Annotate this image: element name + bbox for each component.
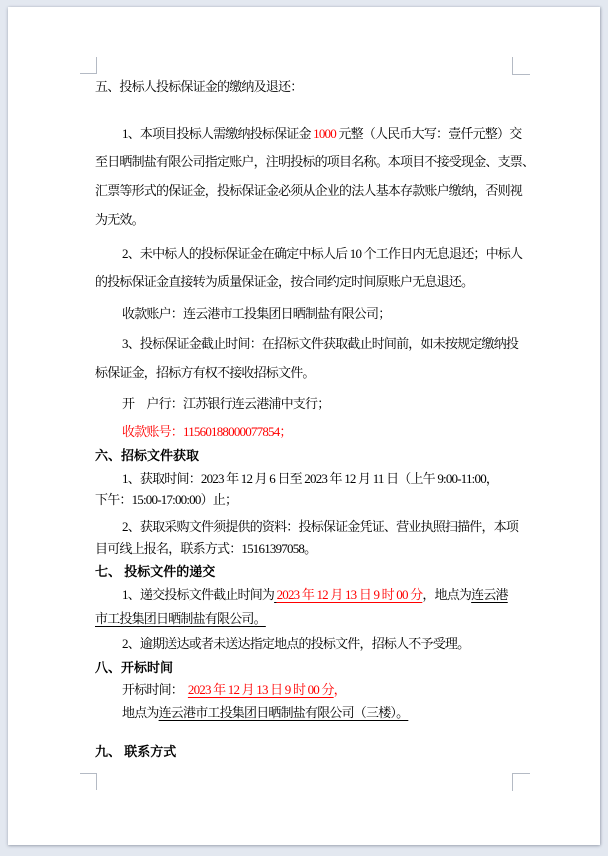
doc-line — [95, 609, 531, 629]
text-segment: 八、开标时间 — [95, 660, 174, 675]
text-segment: 1、获取时间：2023 年 12 月 6 日至 2023 年 12 月 11 日（上午 9:00-11:00， — [122, 471, 499, 486]
text-segment: 2023 年 12 月 13 日 9 时 00 分 — [187, 682, 334, 697]
text-segment: 2、获取采购文件须提供的资料：投标保证金凭证、营业执照扫描件，本项 — [122, 519, 519, 534]
doc-line — [95, 469, 531, 489]
doc-line — [95, 634, 531, 654]
doc-line — [95, 304, 531, 324]
margin-crop-mark-bottom-right — [512, 773, 530, 791]
doc-line — [95, 394, 531, 414]
doc-line — [95, 742, 531, 762]
doc-line — [95, 272, 531, 292]
doc-line — [95, 517, 531, 537]
doc-line — [95, 334, 531, 354]
doc-line — [95, 210, 531, 230]
doc-line — [95, 539, 531, 559]
doc-line — [95, 585, 531, 605]
text-segment: 开 户行：江苏银行连云港浦中支行； — [122, 396, 330, 411]
doc-line — [95, 562, 531, 582]
text-segment: 至日晒制盐有限公司指定账户，注明投标的项目名称。本项目不接受现金、支票、 — [95, 154, 535, 169]
text-segment: 2、逾期送达或者未送达指定地点的投标文件，招标人不予受理。 — [122, 636, 470, 651]
text-segment: 收款账户：连云港市工投集团日晒制盐有限公司； — [122, 306, 391, 321]
doc-line — [95, 703, 531, 723]
text-segment: 2023 年 12 月 13 日 9 时 00 分 — [276, 587, 423, 602]
doc-line — [95, 181, 531, 201]
margin-crop-mark-top-right — [512, 57, 530, 75]
text-segment: 市工投集团日晒制盐有限公司。 — [95, 611, 266, 626]
doc-line — [95, 422, 531, 442]
text-segment: 为无效。 — [95, 212, 144, 227]
text-segment: 1、本项目投标人需缴纳投标保证金 — [122, 126, 314, 141]
text-segment: 六、招标文件获取 — [95, 448, 200, 463]
text-segment: 汇票等形式的保证金，投标保证金必须从企业的法人基本存款账户缴纳，否则视 — [95, 183, 523, 198]
text-segment: 收款账号：11560188000077854； — [122, 424, 292, 439]
doc-line — [95, 124, 531, 144]
margin-crop-mark-top-left — [80, 57, 97, 74]
document-page — [8, 7, 600, 845]
text-segment: 3、投标保证金截止时间：在招标文件获取截止时间前，如未按规定缴纳投 — [122, 336, 519, 351]
text-segment: ， — [333, 682, 346, 697]
text-segment: 九、 联系方式 — [95, 744, 177, 759]
doc-line — [95, 658, 531, 678]
text-segment: 1、递交投标文件截止时间为 — [122, 587, 275, 602]
text-segment: 元整（人民币大写：壹仟元整）交 — [335, 126, 522, 141]
text-segment: ，地点为 — [422, 587, 472, 602]
text-segment: 标保证金，招标方有权不接收招标文件。 — [95, 365, 315, 380]
doc-line — [95, 490, 531, 510]
doc-line — [95, 363, 531, 383]
text-segment: 五、投标人投标保证金的缴纳及退还： — [95, 79, 303, 94]
margin-crop-mark-bottom-left — [80, 773, 97, 790]
doc-line — [95, 446, 531, 466]
text-segment: 1000 — [313, 126, 336, 141]
text-segment: 2、未中标人的投标保证金在确定中标人后 10 个工作日内无息退还；中标人 — [122, 246, 523, 261]
doc-line — [95, 680, 531, 700]
text-segment: 连云港市工投集团日晒制盐有限公司（三楼）。 — [158, 705, 409, 720]
text-segment: 下午：15:00-17:00:00）止； — [95, 492, 238, 507]
doc-line — [95, 244, 531, 264]
doc-line — [95, 77, 531, 97]
text-segment: 连云港 — [471, 587, 508, 602]
text-segment: 地点为 — [122, 705, 159, 720]
doc-line — [95, 152, 535, 172]
text-segment: 目可线上报名，联系方式：15161397058。 — [95, 541, 317, 556]
text-segment: 开标时间： — [122, 682, 188, 697]
document-text — [95, 77, 535, 762]
text-segment: 的投标保证金直接转为质量保证金，按合同约定时间原账户无息退还。 — [95, 274, 474, 289]
text-segment: 七、 投标文件的递交 — [95, 564, 216, 579]
